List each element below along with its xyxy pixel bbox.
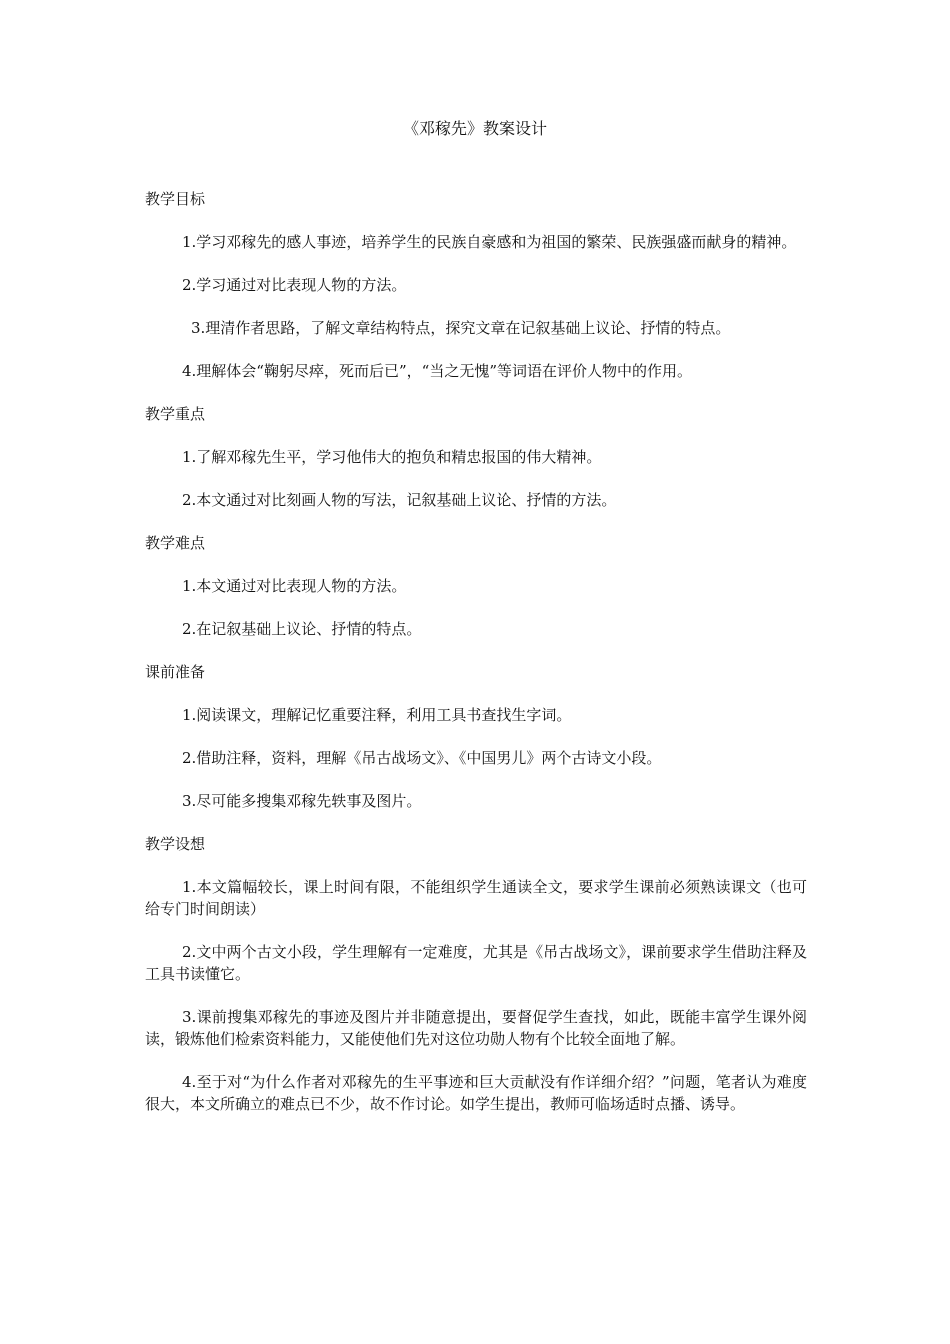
section-item: 1.本文通过对比表现人物的方法。	[182, 577, 407, 595]
section-item: 1.本文篇幅较长，课上时间有限，不能组织学生通读全文，要求学生课前必须熟读课文（也可给专门时间朗读）	[145, 878, 807, 918]
section-item: 1.阅读课文，理解记忆重要注释，利用工具书查找生字词。	[182, 706, 572, 724]
section-heading: 课前准备	[145, 663, 206, 681]
section-item: 4.理解体会“鞠躬尽瘁，死而后已”，“当之无愧”等词语在评价人物中的作用。	[182, 362, 692, 380]
document-body	[145, 188, 807, 1136]
section-item: 4.至于对“为什么作者对邓稼先的生平事迹和巨大贡献没有作详细介绍？”问题，笔者认为难度很大，本文所确立的难点已不少，故不作讨论。如学生提出，教师可临场适时点播、诱导。	[145, 1073, 807, 1113]
section-teaching-ideas	[145, 833, 807, 1115]
section-item: 2.学习通过对比表现人物的方法。	[182, 276, 407, 294]
section-teaching-difficulties	[145, 532, 807, 640]
section-heading: 教学难点	[145, 534, 206, 552]
section-item: 3.尽可能多搜集邓稼先轶事及图片。	[182, 792, 422, 810]
section-item: 2.在记叙基础上议论、抒情的特点。	[182, 620, 422, 638]
section-item: 2.文中两个古文小段，学生理解有一定难度，尤其是《吊古战场文》，课前要求学生借助注释及工具书读懂它。	[145, 943, 807, 983]
section-teaching-focus	[145, 403, 807, 511]
section-teaching-objectives	[145, 188, 807, 382]
section-heading: 教学目标	[145, 190, 206, 208]
section-item: 1.学习邓稼先的感人事迹，培养学生的民族自豪感和为祖国的繁荣、民族强盛而献身的精神。	[182, 233, 797, 251]
section-heading: 教学设想	[145, 835, 206, 853]
section-item: 2.本文通过对比刻画人物的写法，记叙基础上议论、抒情的方法。	[182, 491, 617, 509]
section-preparation	[145, 661, 807, 812]
section-item: 3.理清作者思路，了解文章结构特点，探究文章在记叙基础上议论、抒情的特点。	[191, 319, 731, 337]
section-heading: 教学重点	[145, 405, 206, 423]
document-title: 《邓稼先》教案设计	[402, 119, 547, 138]
section-item: 3.课前搜集邓稼先的事迹及图片并非随意提出，要督促学生查找，如此，既能丰富学生课外阅读，锻炼他们检索资料能力，又能使他们先对这位功勋人物有个比较全面地了解。	[145, 1008, 807, 1048]
section-item: 1.了解邓稼先生平，学习他伟大的抱负和精忠报国的伟大精神。	[182, 448, 602, 466]
section-item: 2.借助注释，资料，理解《吊古战场文》、《中国男儿》两个古诗文小段。	[182, 749, 662, 767]
